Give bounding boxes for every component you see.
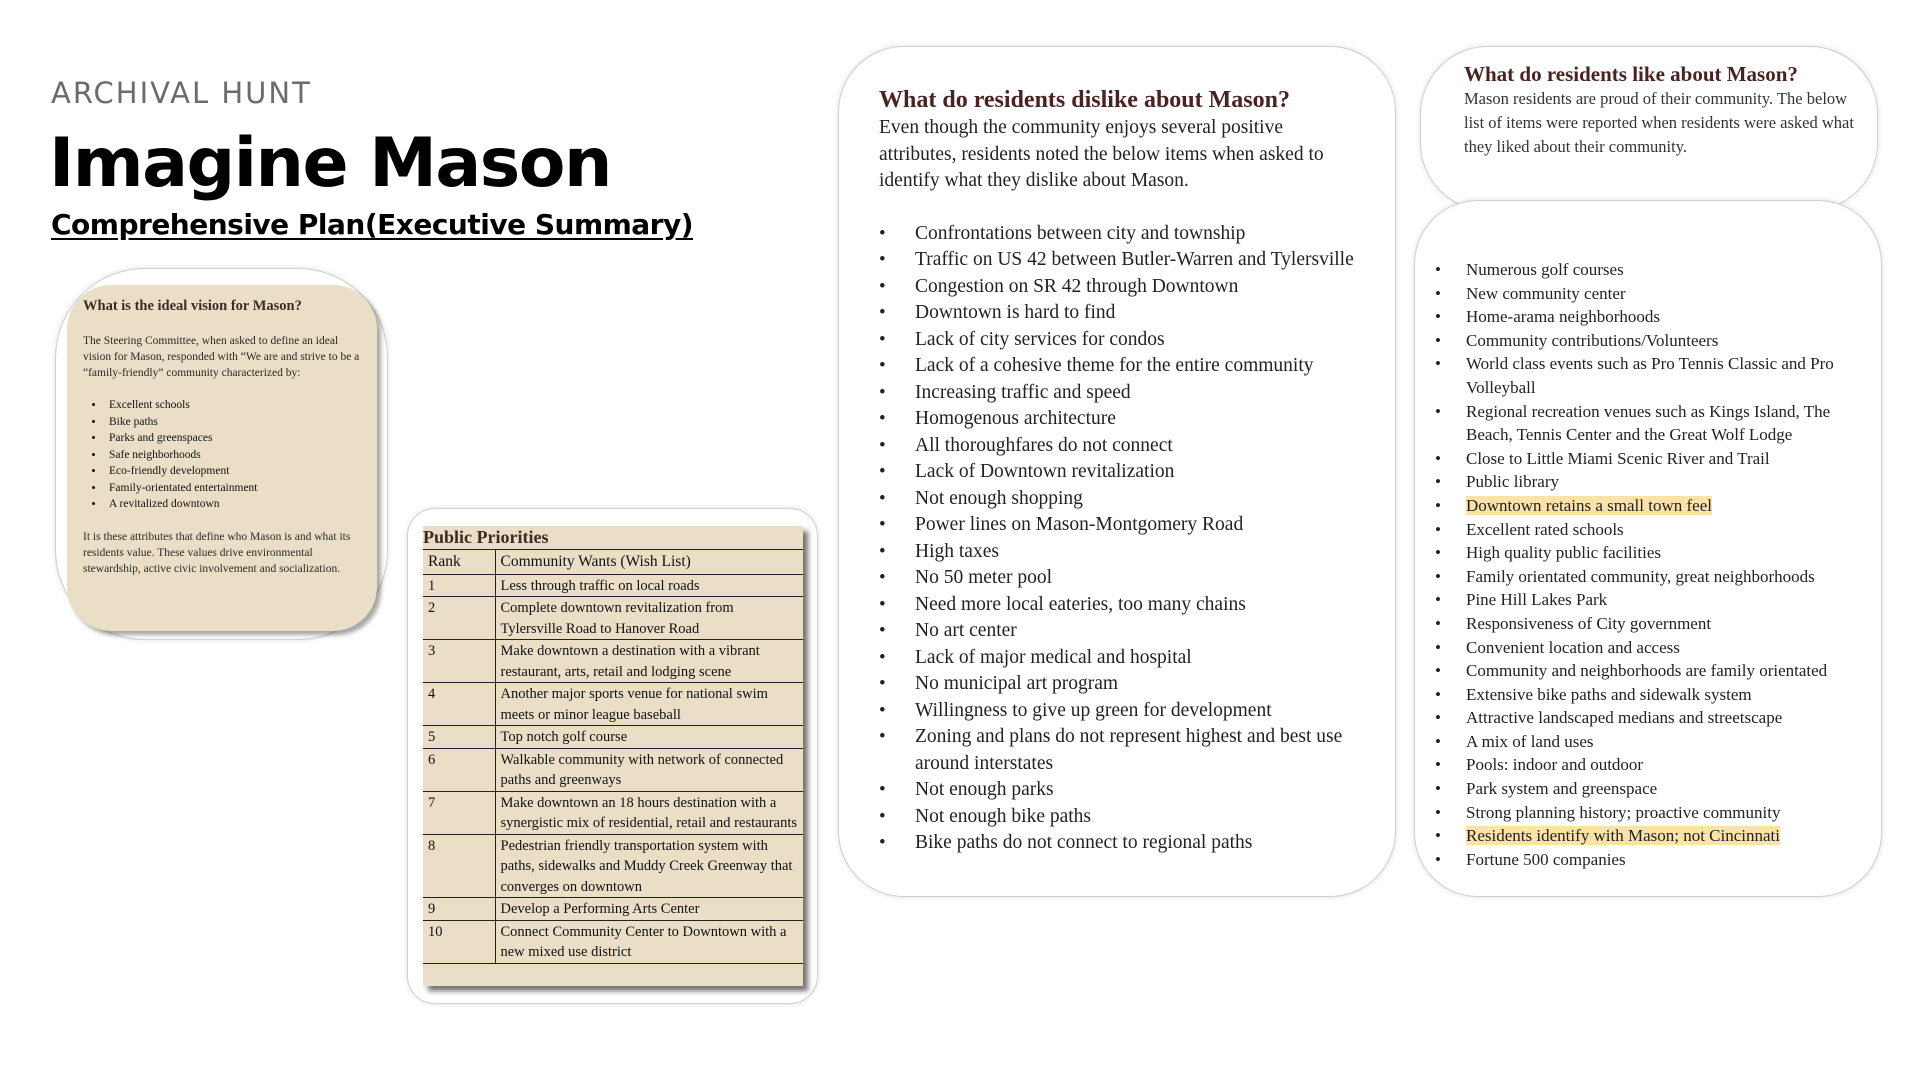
like-list-item [1435,588,1867,612]
priorities-card [423,526,803,986]
like-item-text: Regional recreation venues such as Kings Island, The Beach, Tennis Center and the Great Wolf Lodge [1466,401,1831,445]
dislike-list-item: • Not enough bike paths [879,804,1363,831]
like-item-text: Community contributions/Volunteers [1466,330,1719,350]
table-row [423,898,803,921]
table-row [423,834,803,898]
like-list-item [1435,305,1867,329]
wish-cell: Another major sports venue for national swim meets or minor league baseball [495,683,803,726]
vision-list-item: • Bike paths [105,414,361,431]
wish-cell: Less through traffic on local roads [495,574,803,597]
vision-list-item: • Parks and greenspaces [105,430,361,447]
like-item-text: Attractive landscaped medians and streetscape [1466,708,1783,728]
like-list-item [1435,824,1867,848]
dislike-list-item: • Not enough parks [879,777,1363,804]
priorities-table-body [423,574,803,963]
like-item-text: World class events such as Pro Tennis Classic and Pro Volleyball [1466,354,1834,397]
like-item-text: Responsiveness of City government [1466,613,1712,633]
dislike-list-item: • Need more local eateries, too many chains [879,592,1363,619]
vision-list-item: • Safe neighborhoods [105,447,361,464]
like-item-text: Pools: indoor and outdoor [1466,755,1644,775]
like-list-item [1435,636,1867,660]
rank-cell: 7 [423,791,495,834]
like-list-item [1435,400,1867,447]
like-list-item [1435,470,1867,494]
like-item-text: A mix of land uses [1466,731,1594,751]
table-row [423,683,803,726]
like-list-item [1435,282,1867,306]
like-list-item [1435,848,1867,872]
dislike-heading: What do residents dislike about Mason? [879,87,1290,113]
dislike-list-item: • Lack of Downtown revitalization [879,459,1363,486]
highlighted-text: Residents identify with Mason; not Cincinnati [1466,826,1781,846]
dislike-bubble [838,46,1396,897]
like-item-text: Strong planning history; proactive community [1466,802,1781,822]
dislike-list-item: • High taxes [879,539,1363,566]
vision-list-item: • Excellent schools [105,397,361,414]
like-list-item [1435,612,1867,636]
dislike-list-item: • Bike paths do not connect to regional paths [879,830,1363,857]
wish-cell: Walkable community with network of connected paths and greenways [495,748,803,791]
dislike-list-item: • Confrontations between city and township [879,221,1363,248]
dislike-list-item: • Increasing traffic and speed [879,380,1363,407]
dislike-list-item: • Downtown is hard to find [879,300,1363,327]
like-item-text: New community center [1466,283,1626,303]
dislike-list-item: • No 50 meter pool [879,565,1363,592]
like-item-text: Park system and greenspace [1466,779,1658,799]
dislike-list-item: • Zoning and plans do not represent highest and best use around interstates [879,724,1363,777]
like-list-item [1435,706,1867,730]
dislike-list-item: • Congestion on SR 42 through Downtown [879,274,1363,301]
wish-cell: Make downtown a destination with a vibrant restaurant, arts, retail and lodging scene [495,640,803,683]
like-item-text: Home-arama neighborhoods [1466,307,1661,327]
vision-closing: It is these attributes that define who Mason is and what its residents value. These values drive environmental stewardship, active civic involvement and socialization. [83,530,351,575]
vision-heading: What is the ideal vision for Mason? [83,298,302,314]
like-item-text: Fortune 500 companies [1466,849,1626,869]
dislike-list-item: • All thoroughfares do not connect [879,433,1363,460]
like-heading: What do residents like about Mason? [1464,62,1798,86]
dislike-list-item: • No municipal art program [879,671,1363,698]
dislike-list-item: • Willingness to give up green for development [879,698,1363,725]
dislike-list-item: • Not enough shopping [879,486,1363,513]
like-list-item [1435,683,1867,707]
like-item-text: Public library [1466,472,1560,492]
wish-cell: Connect Community Center to Downtown with a new mixed use district [495,920,803,963]
like-list-item [1435,447,1867,471]
like-item-text: Excellent rated schools [1466,519,1624,539]
vision-list-item: • A revitalized downtown [105,496,361,513]
wish-cell: Top notch golf course [495,726,803,749]
rank-cell: 4 [423,683,495,726]
rank-cell: 6 [423,748,495,791]
dislike-list-item: • No art center [879,618,1363,645]
like-item-text: Convenient location and access [1466,637,1680,657]
page-title: Imagine Mason [49,124,611,203]
wish-cell: Complete downtown revitalization from Tylersville Road to Hanover Road [495,597,803,640]
like-list-item [1435,753,1867,777]
dislike-list [879,221,1363,857]
section-kicker: ARCHIVAL HUNT [51,76,312,110]
vision-list-item: • Eco-friendly development [105,463,361,480]
like-list-item [1435,329,1867,353]
like-list-item [1435,659,1867,683]
wants-column-header: Community Wants (Wish List) [495,550,803,574]
like-item-text: Numerous golf courses [1466,260,1624,279]
table-row [423,791,803,834]
like-list-item [1435,352,1867,399]
table-row [423,726,803,749]
like-list-item [1435,541,1867,565]
rank-cell: 9 [423,898,495,921]
like-item-text: Community and neighborhoods are family orientated [1466,661,1828,681]
wish-cell: Make downtown an 18 hours destination with a synergistic mix of residential, retail and restaurants [495,791,803,834]
table-row [423,920,803,963]
dislike-list-item: • Lack of a cohesive theme for the entire community [879,353,1363,380]
like-item-text: Pine Hill Lakes Park [1466,590,1608,610]
like-list-item [1435,518,1867,542]
like-item-text: Family orientated community, great neighborhoods [1466,566,1815,586]
priorities-table [423,550,803,964]
dislike-list-item: • Homogenous architecture [879,406,1363,433]
dislike-list-item: • Lack of major medical and hospital [879,645,1363,672]
like-intro: Mason residents are proud of their community. The below list of items were reported when residents were asked what they liked about their community. [1464,89,1854,156]
like-list [1435,258,1867,871]
table-row [423,748,803,791]
vision-card [67,285,377,631]
table-row [423,640,803,683]
like-header-bubble [1420,46,1878,211]
like-item-text: High quality public facilities [1466,543,1661,563]
like-list-bubble [1414,200,1882,897]
table-header-row [423,550,803,574]
vision-intro: The Steering Committee, when asked to define an ideal vision for Mason, responded with “We are and strive to be a “family-friendly” community characterized by: [83,335,360,379]
vision-list [105,397,361,513]
like-list-item [1435,258,1867,282]
priorities-heading: Public Priorities [423,526,803,550]
rank-cell: 1 [423,574,495,597]
rank-cell: 3 [423,640,495,683]
rank-column-header: Rank [423,550,495,574]
dislike-list-item: • Lack of city services for condos [879,327,1363,354]
like-list-item [1435,777,1867,801]
dislike-list-item: • Power lines on Mason-Montgomery Road [879,512,1363,539]
table-row [423,597,803,640]
vision-list-item: • Family-orientated entertainment [105,480,361,497]
table-row [423,574,803,597]
like-item-text: Close to Little Miami Scenic River and Trail [1466,448,1770,468]
highlighted-text: Downtown retains a small town feel [1466,495,1712,515]
wish-cell: Pedestrian friendly transportation system with paths, sidewalks and Muddy Creek Greenway that converges on downtown [495,834,803,898]
page-subtitle: Comprehensive Plan(Executive Summary) [51,208,694,241]
like-list-item [1435,730,1867,754]
like-list-item [1435,565,1867,589]
like-item-text: Extensive bike paths and sidewalk system [1466,684,1752,704]
like-list-item [1435,801,1867,825]
rank-cell: 2 [423,597,495,640]
like-list-item [1435,494,1867,518]
rank-cell: 10 [423,920,495,963]
dislike-list-item: • Traffic on US 42 between Butler-Warren and Tylersville [879,247,1363,274]
rank-cell: 8 [423,834,495,898]
wish-cell: Develop a Performing Arts Center [495,898,803,921]
dislike-intro: Even though the community enjoys several positive attributes, residents noted the below items when asked to identify what they dislike about Mason. [879,117,1324,191]
rank-cell: 5 [423,726,495,749]
